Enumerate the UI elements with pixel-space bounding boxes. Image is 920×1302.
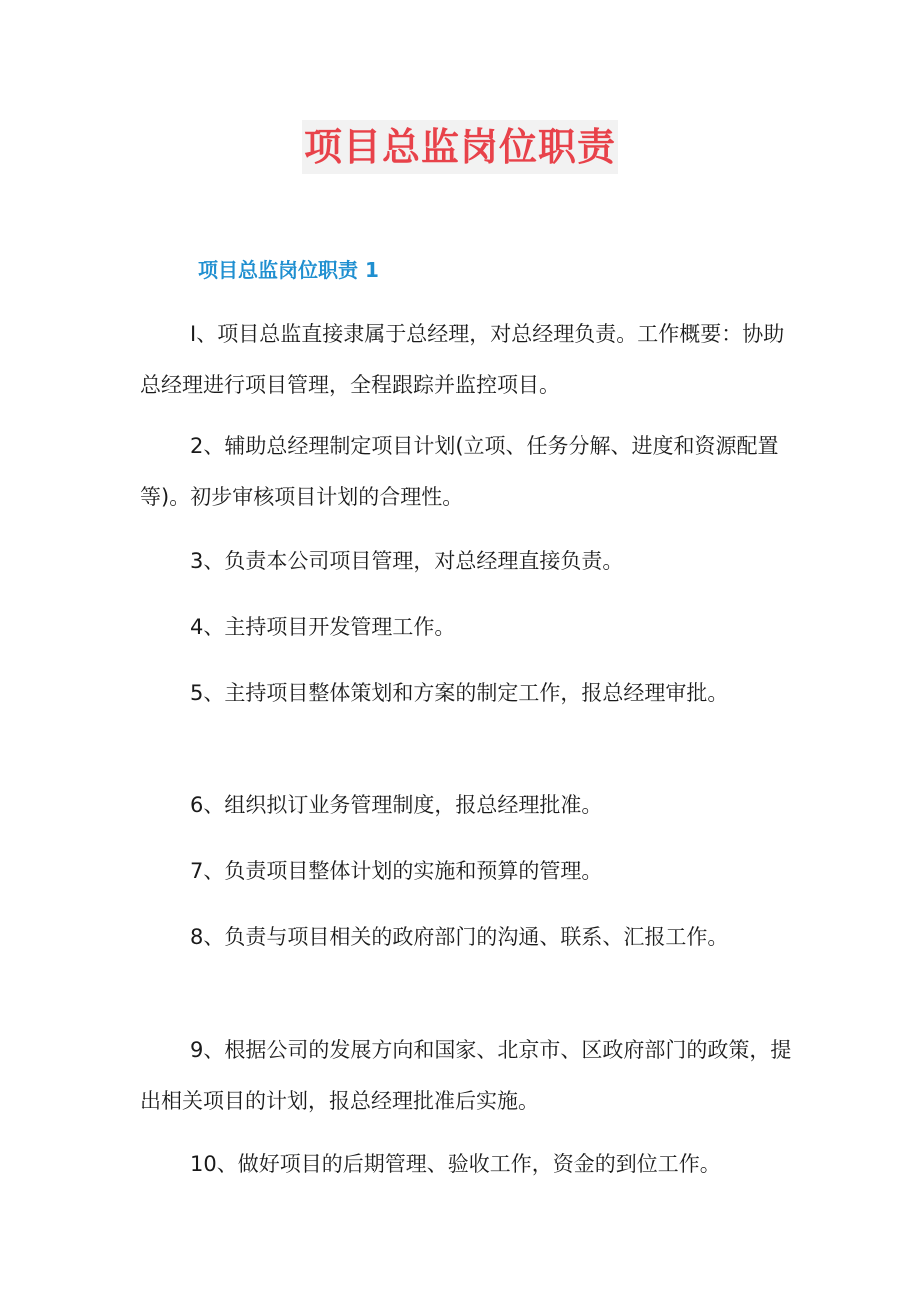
duty-paragraph-9: 9、根据公司的发展方向和国家、北京市、区政府部门的政策，提出相关项目的计划，报总经理批准后实施。: [140, 1038, 792, 1113]
duty-paragraph-2: 2、辅助总经理制定项目计划(立项、任务分解、进度和资源配置等)。初步审核项目计划的合理性。: [140, 434, 779, 509]
duty-paragraph-5: 5、主持项目整体策划和方案的制定工作，报总经理审批。: [190, 681, 729, 705]
duty-paragraph-10: 10、做好项目的后期管理、验收工作，资金的到位工作。: [190, 1152, 721, 1176]
section-heading: 项目总监岗位职责 1: [198, 258, 379, 282]
duty-paragraph-6: 6、组织拟订业务管理制度，报总经理批准。: [190, 793, 603, 817]
duty-paragraph-4: 4、主持项目开发管理工作。: [190, 615, 456, 639]
document-title: 项目总监岗位职责: [302, 120, 618, 174]
title-container: [0, 120, 920, 174]
duty-paragraph-7: 7、负责项目整体计划的实施和预算的管理。: [190, 859, 603, 883]
duty-paragraph-8: 8、负责与项目相关的政府部门的沟通、联系、汇报工作。: [190, 925, 729, 949]
duty-paragraph-3: 3、负责本公司项目管理，对总经理直接负责。: [190, 549, 624, 573]
duty-paragraph-1: I、项目总监直接隶属于总经理，对总经理负责。工作概要：协助总经理进行项目管理，全程跟踪并监控项目。: [140, 322, 785, 397]
